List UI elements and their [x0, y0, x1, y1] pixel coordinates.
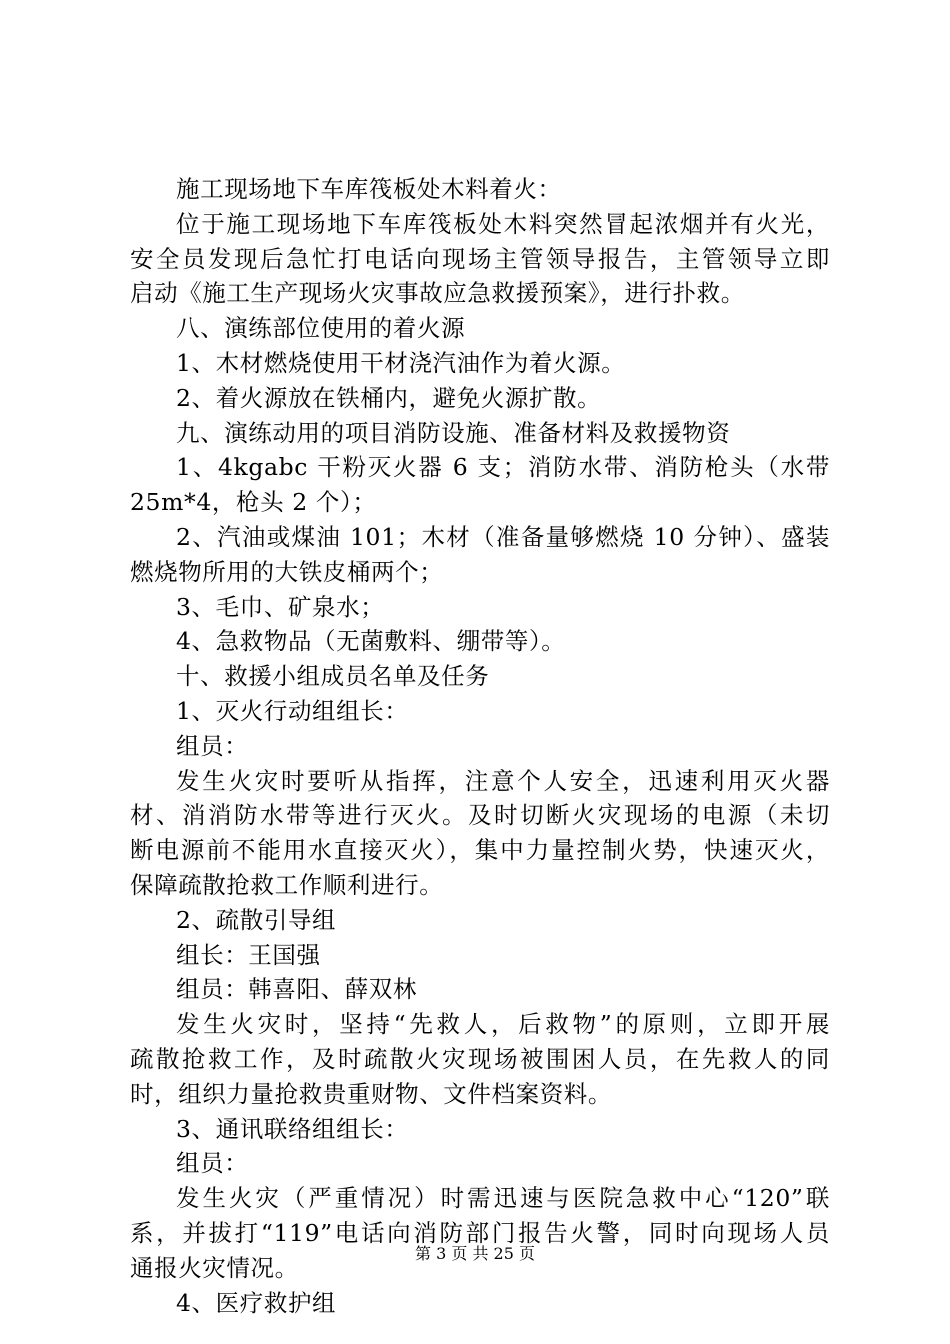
- text-line: 组员：韩喜阳、薛双林: [176, 975, 417, 1004]
- text-line: 启动《施工生产现场火灾事故应急救援预案》，进行扑救。: [130, 279, 745, 308]
- text-line: 安全员发现后急忙打电话向现场主管领导报告，主管领导立即: [130, 244, 830, 273]
- text-line: 3、通讯联络组组长：: [176, 1114, 409, 1143]
- text-line: 通报火灾情况。: [130, 1253, 299, 1282]
- text-line: 1、木材燃烧使用干材浇汽油作为着火源。: [176, 348, 626, 377]
- text-line: 发生火灾时要听从指挥，注意个人安全，迅速利用灭火器: [176, 766, 830, 795]
- text-line: 2、汽油或煤油 101；木材（准备量够燃烧 10 分钟）、盛装: [176, 522, 830, 551]
- text-line: 时，组织力量抢救贵重财物、文件档案资料。: [130, 1079, 612, 1108]
- text-line: 1、灭火行动组组长：: [176, 696, 409, 725]
- text-line: 发生火灾时，坚持“先救人，后救物”的原则，立即开展: [176, 1010, 830, 1039]
- text-line: 燃烧物所用的大铁皮桶两个；: [130, 557, 444, 586]
- text-line: 九、演练动用的项目消防设施、准备材料及救援物资: [176, 418, 731, 447]
- page-number-footer: 第 3 页 共 25 页: [415, 1244, 535, 1263]
- text-line: 1、4kgabc 干粉灭火器 6 支；消防水带、消防枪头（水带: [176, 453, 830, 482]
- text-line: 施工现场地下车库筏板处木料着火：: [176, 175, 562, 203]
- text-line: 位于施工现场地下车库筏板处木料突然冒起浓烟并有火光，: [176, 209, 830, 238]
- text-line: 材、消消防水带等进行灭火。及时切断火灾现场的电源（未切: [130, 801, 830, 830]
- text-line: 3、毛巾、矿泉水；: [176, 592, 385, 621]
- text-line: 组长：王国强: [176, 940, 321, 969]
- text-line: 25m*4，枪头 2 个）；: [130, 488, 377, 517]
- text-line: 4、急救物品（无菌敷料、绷带等）。: [176, 627, 566, 656]
- text-line: 2、着火源放在铁桶内，避免火源扩散。: [176, 383, 602, 412]
- text-line: 八、演练部位使用的着火源: [176, 314, 466, 343]
- text-line: 断电源前不能用水直接灭火），集中力量控制火势，快速灭火，: [130, 836, 830, 865]
- text-line: 2、疏散引导组: [176, 905, 337, 934]
- text-line: 疏散抢救工作，及时疏散火灾现场被围困人员，在先救人的同: [130, 1044, 830, 1073]
- text-line: 十、救援小组成员名单及任务: [176, 662, 490, 691]
- text-line: 4、医疗救护组: [176, 1288, 337, 1317]
- text-line: 系，并拔打“119”电话向消防部门报告火警，同时向现场人员: [130, 1218, 830, 1247]
- text-line: 组员：: [176, 731, 249, 760]
- text-line: 保障疏散抢救工作顺利进行。: [130, 870, 444, 899]
- text-line: 发生火灾（严重情况）时需迅速与医院急救中心“120”联: [176, 1184, 830, 1213]
- text-line: 组员：: [176, 1149, 249, 1178]
- document-body: [130, 172, 830, 1320]
